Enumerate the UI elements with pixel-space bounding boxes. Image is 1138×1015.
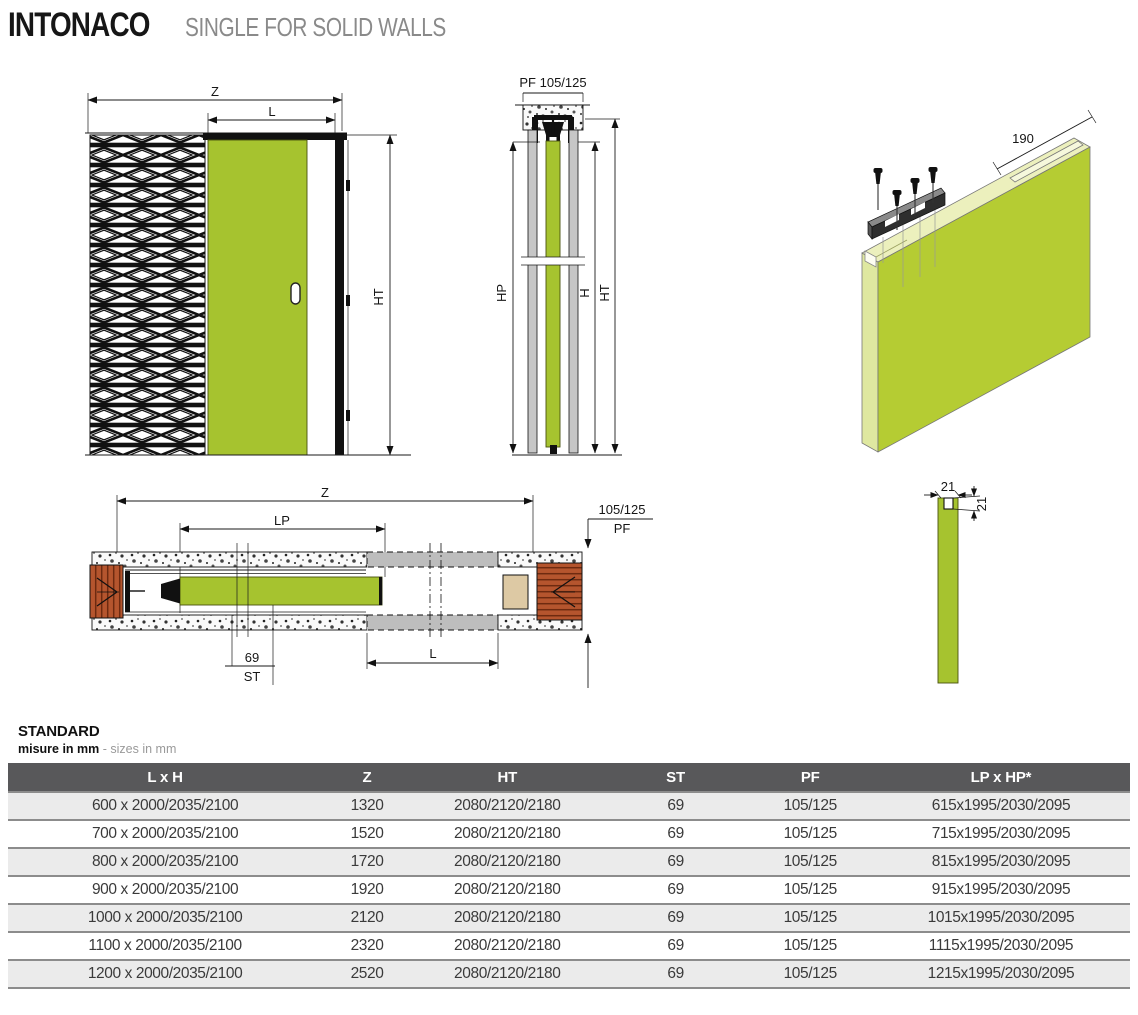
table-cell: 1015x1995/2030/2095 [872, 904, 1130, 932]
table-cell: 615x1995/2030/2095 [872, 792, 1130, 820]
table-row [8, 960, 1130, 988]
table-row [8, 876, 1130, 904]
table-cell: 1100 x 2000/2035/2100 [8, 932, 322, 960]
plaster-band [92, 552, 367, 567]
mesh-pocket-wall [90, 135, 205, 455]
plaster-strip-left [528, 130, 537, 453]
table-cell: 69 [603, 904, 749, 932]
column-header: PF [749, 763, 872, 792]
table-note-light: - sizes in mm [99, 742, 177, 756]
dim-hp-label: HP [494, 283, 509, 303]
table-cell: 2080/2120/2180 [412, 820, 603, 848]
column-header: L x H [8, 763, 322, 792]
table-cell: 105/125 [749, 876, 872, 904]
table-cell: 105/125 [749, 904, 872, 932]
table-note [18, 742, 1138, 756]
flush-pull-handle [291, 283, 300, 304]
table-row [8, 848, 1130, 876]
door-slab-section [546, 141, 560, 447]
door-slab-plan [180, 577, 382, 605]
table-cell: 2080/2120/2180 [412, 904, 603, 932]
table-cell: 1720 [322, 848, 412, 876]
panel-3d-drawing [845, 105, 1135, 465]
door-leading-edge [161, 579, 180, 604]
size-table-body [8, 792, 1130, 988]
table-cell: 815x1995/2030/2095 [872, 848, 1130, 876]
table-cell: 2080/2120/2180 [412, 960, 603, 988]
column-header: ST [603, 763, 749, 792]
table-cell: 1000 x 2000/2035/2100 [8, 904, 322, 932]
table-cell: 105/125 [749, 960, 872, 988]
jamb-groove [944, 498, 953, 509]
table-cell: 700 x 2000/2035/2100 [8, 820, 322, 848]
opening-band-dashed [367, 552, 498, 567]
dim-st-value: 69 [244, 650, 260, 665]
plaster-band [92, 615, 367, 630]
pocket-end-cap [125, 571, 145, 612]
table-cell: 69 [603, 820, 749, 848]
table-cell: 2120 [322, 904, 412, 932]
table-cell: 2080/2120/2180 [412, 932, 603, 960]
table-cell: 69 [603, 876, 749, 904]
table-cell: 800 x 2000/2035/2100 [8, 848, 322, 876]
table-row [8, 904, 1130, 932]
page-header [8, 6, 511, 45]
table-cell: 600 x 2000/2035/2100 [8, 792, 322, 820]
table-header-row [8, 763, 1130, 792]
table-cell: 1920 [322, 876, 412, 904]
dim-l-label: L [429, 646, 437, 661]
table-cell: 1200 x 2000/2035/2100 [8, 960, 322, 988]
table-cell: 900 x 2000/2035/2100 [8, 876, 322, 904]
table-row [8, 820, 1130, 848]
dim-ht-label: HT [597, 284, 612, 302]
table-cell: 105/125 [749, 792, 872, 820]
table-cell: 1320 [322, 792, 412, 820]
dim-z-label: Z [321, 485, 329, 500]
table-cell: 1215x1995/2030/2095 [872, 960, 1130, 988]
column-header: Z [322, 763, 412, 792]
table-cell: 69 [603, 848, 749, 876]
vertical-section-drawing [490, 75, 640, 473]
table-cell: 715x1995/2030/2095 [872, 820, 1130, 848]
column-header: LP x HP* [872, 763, 1130, 792]
top-track [203, 133, 347, 140]
door-jamb [335, 133, 344, 455]
table-cell: 69 [603, 932, 749, 960]
timber-jamb-left [90, 565, 123, 618]
table-cell: 105/125 [749, 848, 872, 876]
dim-h-label: H [577, 288, 592, 298]
column-header: HT [412, 763, 603, 792]
table-cell: 105/125 [749, 932, 872, 960]
dim-pf-value: 105/125 [598, 502, 646, 517]
dim-st-name: ST [243, 669, 261, 684]
dim-pf-label: PF 105/125 [519, 75, 587, 90]
table-note-bold: misure in mm [18, 742, 100, 756]
table-row [8, 792, 1130, 820]
table-cell: 69 [603, 960, 749, 988]
table-cell: 105/125 [749, 820, 872, 848]
table-cell: 69 [603, 792, 749, 820]
dim-pf-name: PF [613, 521, 631, 536]
jamb-post [503, 575, 528, 609]
table-cell: 915x1995/2030/2095 [872, 876, 1130, 904]
table-row [8, 932, 1130, 960]
table-cell: 1520 [322, 820, 412, 848]
table-cell: 1115x1995/2030/2095 [872, 932, 1130, 960]
dim-lp-label: LP [274, 513, 290, 528]
table-cell: 2080/2120/2180 [412, 792, 603, 820]
table-title: STANDARD [18, 723, 100, 740]
jamb-profile [938, 498, 958, 683]
page-subtitle: SINGLE FOR SOLID WALLS [184, 12, 446, 42]
dim-l-label: L [268, 104, 276, 119]
dim-190-label: 190 [1012, 131, 1034, 146]
jamb-detail-drawing [920, 479, 1030, 698]
table-cell: 2520 [322, 960, 412, 988]
opening-band-dashed [367, 615, 498, 630]
table-cell: 2080/2120/2180 [412, 876, 603, 904]
size-table-section [0, 723, 1138, 989]
dim-21-depth: 21 [974, 496, 989, 512]
page-title: INTONACO [8, 6, 150, 44]
timber-jamb-right [537, 563, 582, 620]
door-panel-3d [862, 138, 1090, 452]
front-view-drawing [85, 85, 415, 477]
horizontal-section-drawing [85, 485, 665, 695]
size-table [8, 763, 1130, 989]
dim-ht-label: HT [371, 288, 386, 306]
table-cell: 2320 [322, 932, 412, 960]
dim-z-label: Z [211, 84, 219, 99]
table-cell: 2080/2120/2180 [412, 848, 603, 876]
dim-21-width: 21 [940, 479, 956, 494]
